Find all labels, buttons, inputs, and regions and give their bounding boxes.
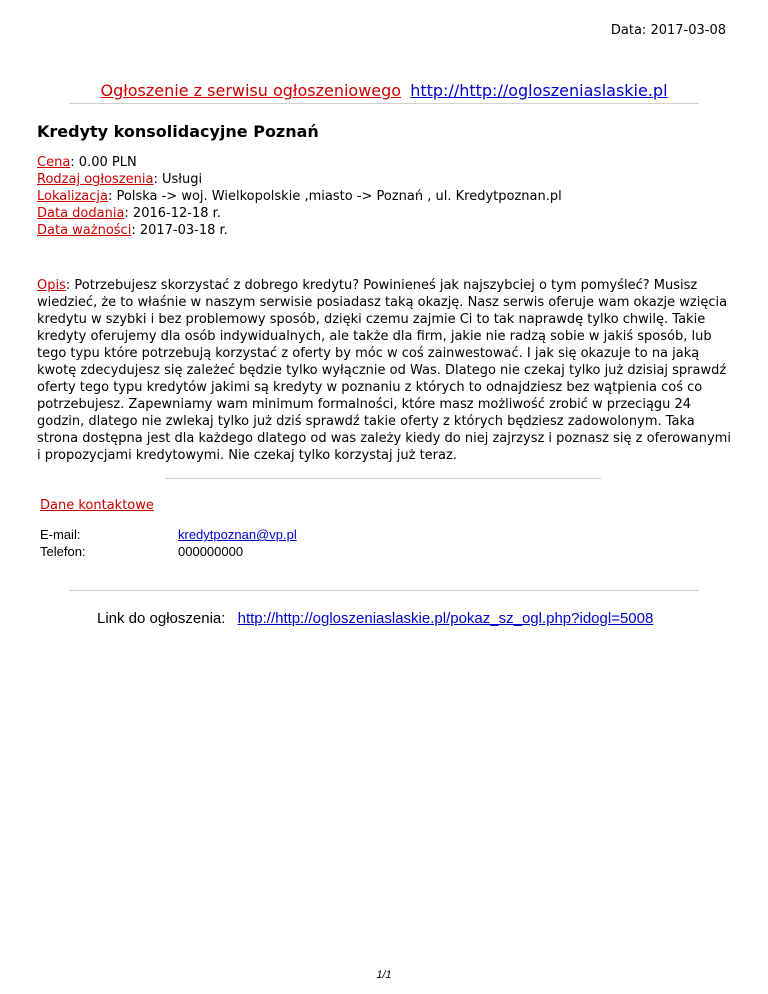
price-value: : 0.00 PLN <box>70 155 137 170</box>
ad-link-label: Link do ogłoszenia: <box>97 610 226 627</box>
contact-row-email <box>40 526 297 543</box>
header-divider <box>69 103 699 104</box>
print-date <box>611 23 726 38</box>
ad-type-key[interactable]: Rodzaj ogłoszenia <box>37 172 154 187</box>
email-link[interactable]: kredytpoznan@vp.pl <box>178 527 297 542</box>
contact-divider <box>69 590 699 591</box>
contact-table <box>40 526 297 560</box>
ad-title: Kredyty konsolidacyjne Poznań <box>37 122 319 141</box>
ad-link-line <box>97 610 653 627</box>
date-added-value: : 2016-12-18 r. <box>124 206 221 221</box>
ad-details <box>37 154 562 239</box>
expiry-date-value: : 2017-03-18 r. <box>131 223 228 238</box>
expiry-date-key[interactable]: Data ważności <box>37 223 132 238</box>
detail-date-added <box>37 205 562 222</box>
contact-heading[interactable]: Dane kontaktowe <box>40 498 154 513</box>
email-label: E-mail: <box>40 527 81 542</box>
detail-ad-type <box>37 171 562 188</box>
source-line <box>0 81 768 100</box>
ad-type-value: : Usługi <box>153 172 203 187</box>
price-key[interactable]: Cena <box>37 155 71 170</box>
detail-price <box>37 154 562 171</box>
ad-link-url[interactable]: http://http://ogloszeniaslaskie.pl/pokaz_sz_ogl.php?idogl=5008 <box>237 610 654 627</box>
description-divider <box>165 478 601 479</box>
detail-location <box>37 188 562 205</box>
location-value: : Polska -> woj. Wielkopolskie ,miasto -> Poznań , ul. Kredytpoznan.pl <box>107 189 562 204</box>
phone-label: Telefon: <box>40 544 86 559</box>
source-url-link[interactable]: http://http://ogloszeniaslaskie.pl <box>410 81 668 100</box>
source-label[interactable]: Ogłoszenie z serwisu ogłoszeniowego <box>100 81 402 100</box>
description-key[interactable]: Opis <box>37 278 66 293</box>
date-value: 2017-03-08 <box>650 23 726 38</box>
date-label: Data: <box>610 23 647 38</box>
contact-row-phone <box>40 543 297 560</box>
location-key[interactable]: Lokalizacja <box>37 189 108 204</box>
detail-expiry-date <box>37 222 562 239</box>
ad-description <box>37 277 737 464</box>
date-added-key[interactable]: Data dodania <box>37 206 125 221</box>
description-text: : Potrzebujesz skorzystać z dobrego kredytu? Powinieneś jak najszybciej o tym pomyśleć? Musisz wiedzieć, że to właśnie w naszym serwisie posiadasz taką okazję. Nasz serwis oferuje wam okazje wzięcia kredytu w szybki i bez problemowy sposób, dzięki czemu zajmie Ci to tak naprawdę tylko chwilę. Takie kredyty oferujemy dla osób indywidualnych, ale także dla firm, jakie nie radzą sobie w jakiś sposób, lub tego typu które potrzebują korzystać z oferty by móc w coś zainwestować. I jak się okazuje to na jaką kwotę zdecydujesz się zależeć będzie tylko wyłącznie od Was. Dlatego nie czekaj tylko już dzisiaj sprawdź oferty tego typu kredytów jakimi są kredyty w poznaniu z których to odnajdziesz bez wątpienia coś co potrzebujesz. Zapewniamy wam minimum formalności, które masz możliwość zrobić w przeciągu 24 godzin, dlatego nie zwlekaj tylko już dziś sprawdź takie oferty z których będziesz zadowolonym. Taka strona dostępna jest dla każdego dlatego od was zależy kiedy do niej zajrzysz i poznasz się z oferowanymi i propozycjami kredytowymi. Nie czekaj tylko korzystaj już teraz. <box>37 278 731 463</box>
phone-value: 000000000 <box>178 544 244 559</box>
page-number: 1/1 <box>376 969 392 981</box>
